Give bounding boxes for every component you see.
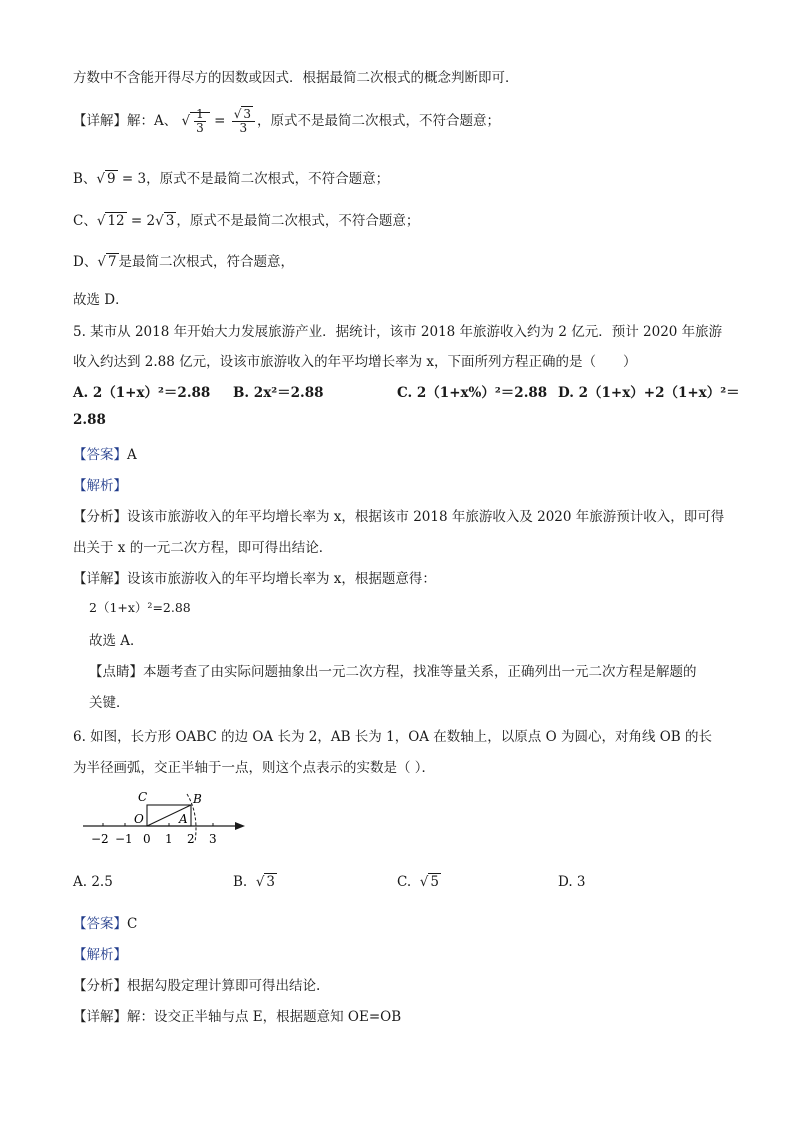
q5-dianjing-2: 关键． [89, 695, 130, 711]
tag-analysis: 【解析】 [73, 947, 127, 963]
equation: = 3 [117, 171, 147, 187]
equals: = [214, 113, 226, 130]
text-line: 方数中不含能开得尽方的因数或因式．根据最简二次根式的概念判断即可． [73, 70, 519, 86]
q6-option-c: C. √ 5 [397, 874, 439, 890]
q6-option-d: D. 3 [558, 874, 586, 890]
q6-xiangjie [73, 1005, 401, 1025]
label-c: C [138, 790, 148, 804]
fenxi-text: 设该市旅游收入的年平均增长率为 x，根据该市 2018 年旅游收入及 2020 年旅游预计收入，即可得 [127, 509, 725, 525]
solution-c: C、√ 12 = 2√ 3 ，原式不是最简二次根式，不符合题意； [73, 213, 420, 229]
label-o: O [134, 812, 144, 826]
number-line-figure [75, 786, 255, 850]
xiangjie-text: 解：设交正半轴与点 E，根据题意知 OE=OB [127, 1009, 402, 1025]
option-d-label: D、 [73, 254, 98, 270]
denominator: 3 [239, 121, 248, 136]
answer-value: A [127, 447, 137, 463]
fenxi-text: 根据勾股定理计算即可得出结论. [127, 978, 321, 994]
q5-option-c: C. 2（1+x%）²＝2.88 [397, 385, 548, 401]
option-label: C. [397, 874, 412, 890]
tick-label: 0 [143, 832, 151, 846]
radicand: 5 [430, 874, 439, 890]
fraction: $\frac{√ 3}{3}$ [232, 108, 255, 135]
dianjing-text: 本题考查了由实际问题抽象出一元二次方程，找准等量关系，正确列出一元二次方程是解题的 [143, 664, 697, 680]
numerator: 1 [196, 107, 204, 121]
tag-xiangjie: 【详解】 [73, 1009, 127, 1025]
tag-fenxi: 【分析】 [73, 509, 127, 525]
option-b-label: B、 [73, 171, 97, 187]
radicand: 3 [243, 107, 251, 121]
q5-dianjing-1 [89, 660, 697, 680]
q6-stem-2: 为半径画弧，交正半轴于一点，则这个点表示的实数是（ ）． [73, 760, 436, 776]
tag-dianjing: 【点睛】 [89, 664, 143, 680]
solution-b: B、√ 9 = 3，原式不是最简二次根式，不符合题意； [73, 171, 390, 187]
q5-equation: 2（1+x）²=2.88 [89, 600, 191, 615]
radicand: 3 [165, 213, 175, 229]
q6-fenxi [73, 974, 320, 994]
option-a-label: 解：A、 [127, 113, 178, 130]
tick-label: −1 [115, 832, 133, 846]
q6-option-a: A. 2.5 [73, 874, 113, 890]
option-label: B. [233, 874, 248, 890]
tick-label: 2 [187, 832, 195, 846]
q5-fenxi-1 [73, 505, 724, 525]
q5-answer [73, 443, 137, 463]
q5-fenxi-2: 出关于 x 的一元二次方程，即可得出结论． [73, 540, 333, 556]
tag-answer: 【答案】 [73, 916, 127, 932]
tick-label: 3 [209, 832, 217, 846]
axis-arrow [235, 822, 245, 830]
label-a: A [179, 812, 188, 826]
remark: ，原式不是最简二次根式，不符合题意； [176, 213, 420, 229]
answer-value: C [127, 916, 138, 932]
radicand: 3 [266, 874, 276, 890]
remark: 是最简二次根式，符合题意， [118, 254, 295, 270]
solution-d: D、√ 7 是最简二次根式，符合题意， [73, 254, 295, 270]
tick-label: −2 [91, 832, 109, 846]
radicand: 7 [107, 254, 117, 270]
tag-xiangjie: 【详解】 [73, 571, 127, 587]
tag-xiangjie: 【详解】 [73, 113, 127, 130]
radicand: 9 [107, 171, 116, 187]
q5-option-d-cont: 2.88 [73, 412, 106, 428]
equation: = 2 [126, 213, 156, 229]
xiangjie-text: 设该市旅游收入的年平均增长率为 x，根据题意得： [127, 571, 436, 587]
denominator: 3 [196, 121, 204, 136]
choose-line: 故选 D． [73, 292, 129, 308]
q5-choose: 故选 A． [89, 633, 144, 649]
q5-option-a: A. 2（1+x）²＝2.88 [73, 385, 211, 401]
label-b: B [193, 792, 202, 806]
tick-label: 1 [165, 832, 173, 846]
remark: ，原式不是最简二次根式，不符合题意； [146, 171, 390, 187]
q5-option-b: B. 2x²＝2.88 [233, 385, 324, 401]
q6-stem-1: 6. 如图，长方形 OABC 的边 OA 长为 2，AB 长为 1，OA 在数轴上，以原点 O 为圆心，对角线 OB 的长 [73, 729, 713, 745]
q5-stem-2: 收入约达到 2.88 亿元，设该市旅游收入的年平均增长率为 x，下面所列方程正确的是（ ） [73, 354, 637, 370]
solution-a [73, 108, 500, 135]
radicand: 12 [107, 213, 125, 229]
tag-answer: 【答案】 [73, 447, 127, 463]
option-c-label: C、 [73, 213, 97, 229]
tag-analysis: 【解析】 [73, 478, 127, 494]
tag-fenxi: 【分析】 [73, 978, 127, 994]
q5-xiangjie [73, 567, 436, 587]
q5-option-d: D. 2（1+x）+2（1+x）²＝ [558, 385, 740, 401]
remark: ，原式不是最简二次根式，不符合题意； [257, 113, 500, 130]
q6-option-b: B. √ 3 [233, 874, 276, 890]
q6-answer [73, 912, 137, 932]
q5-stem-1: 5. 某市从 2018 年开始大力发展旅游产业．据统计，该市 2018 年旅游收入约为 2 亿元．预计 2020 年旅游 [73, 324, 723, 340]
sqrt-fraction: √ $\frac{1}{3}$ [182, 108, 210, 135]
